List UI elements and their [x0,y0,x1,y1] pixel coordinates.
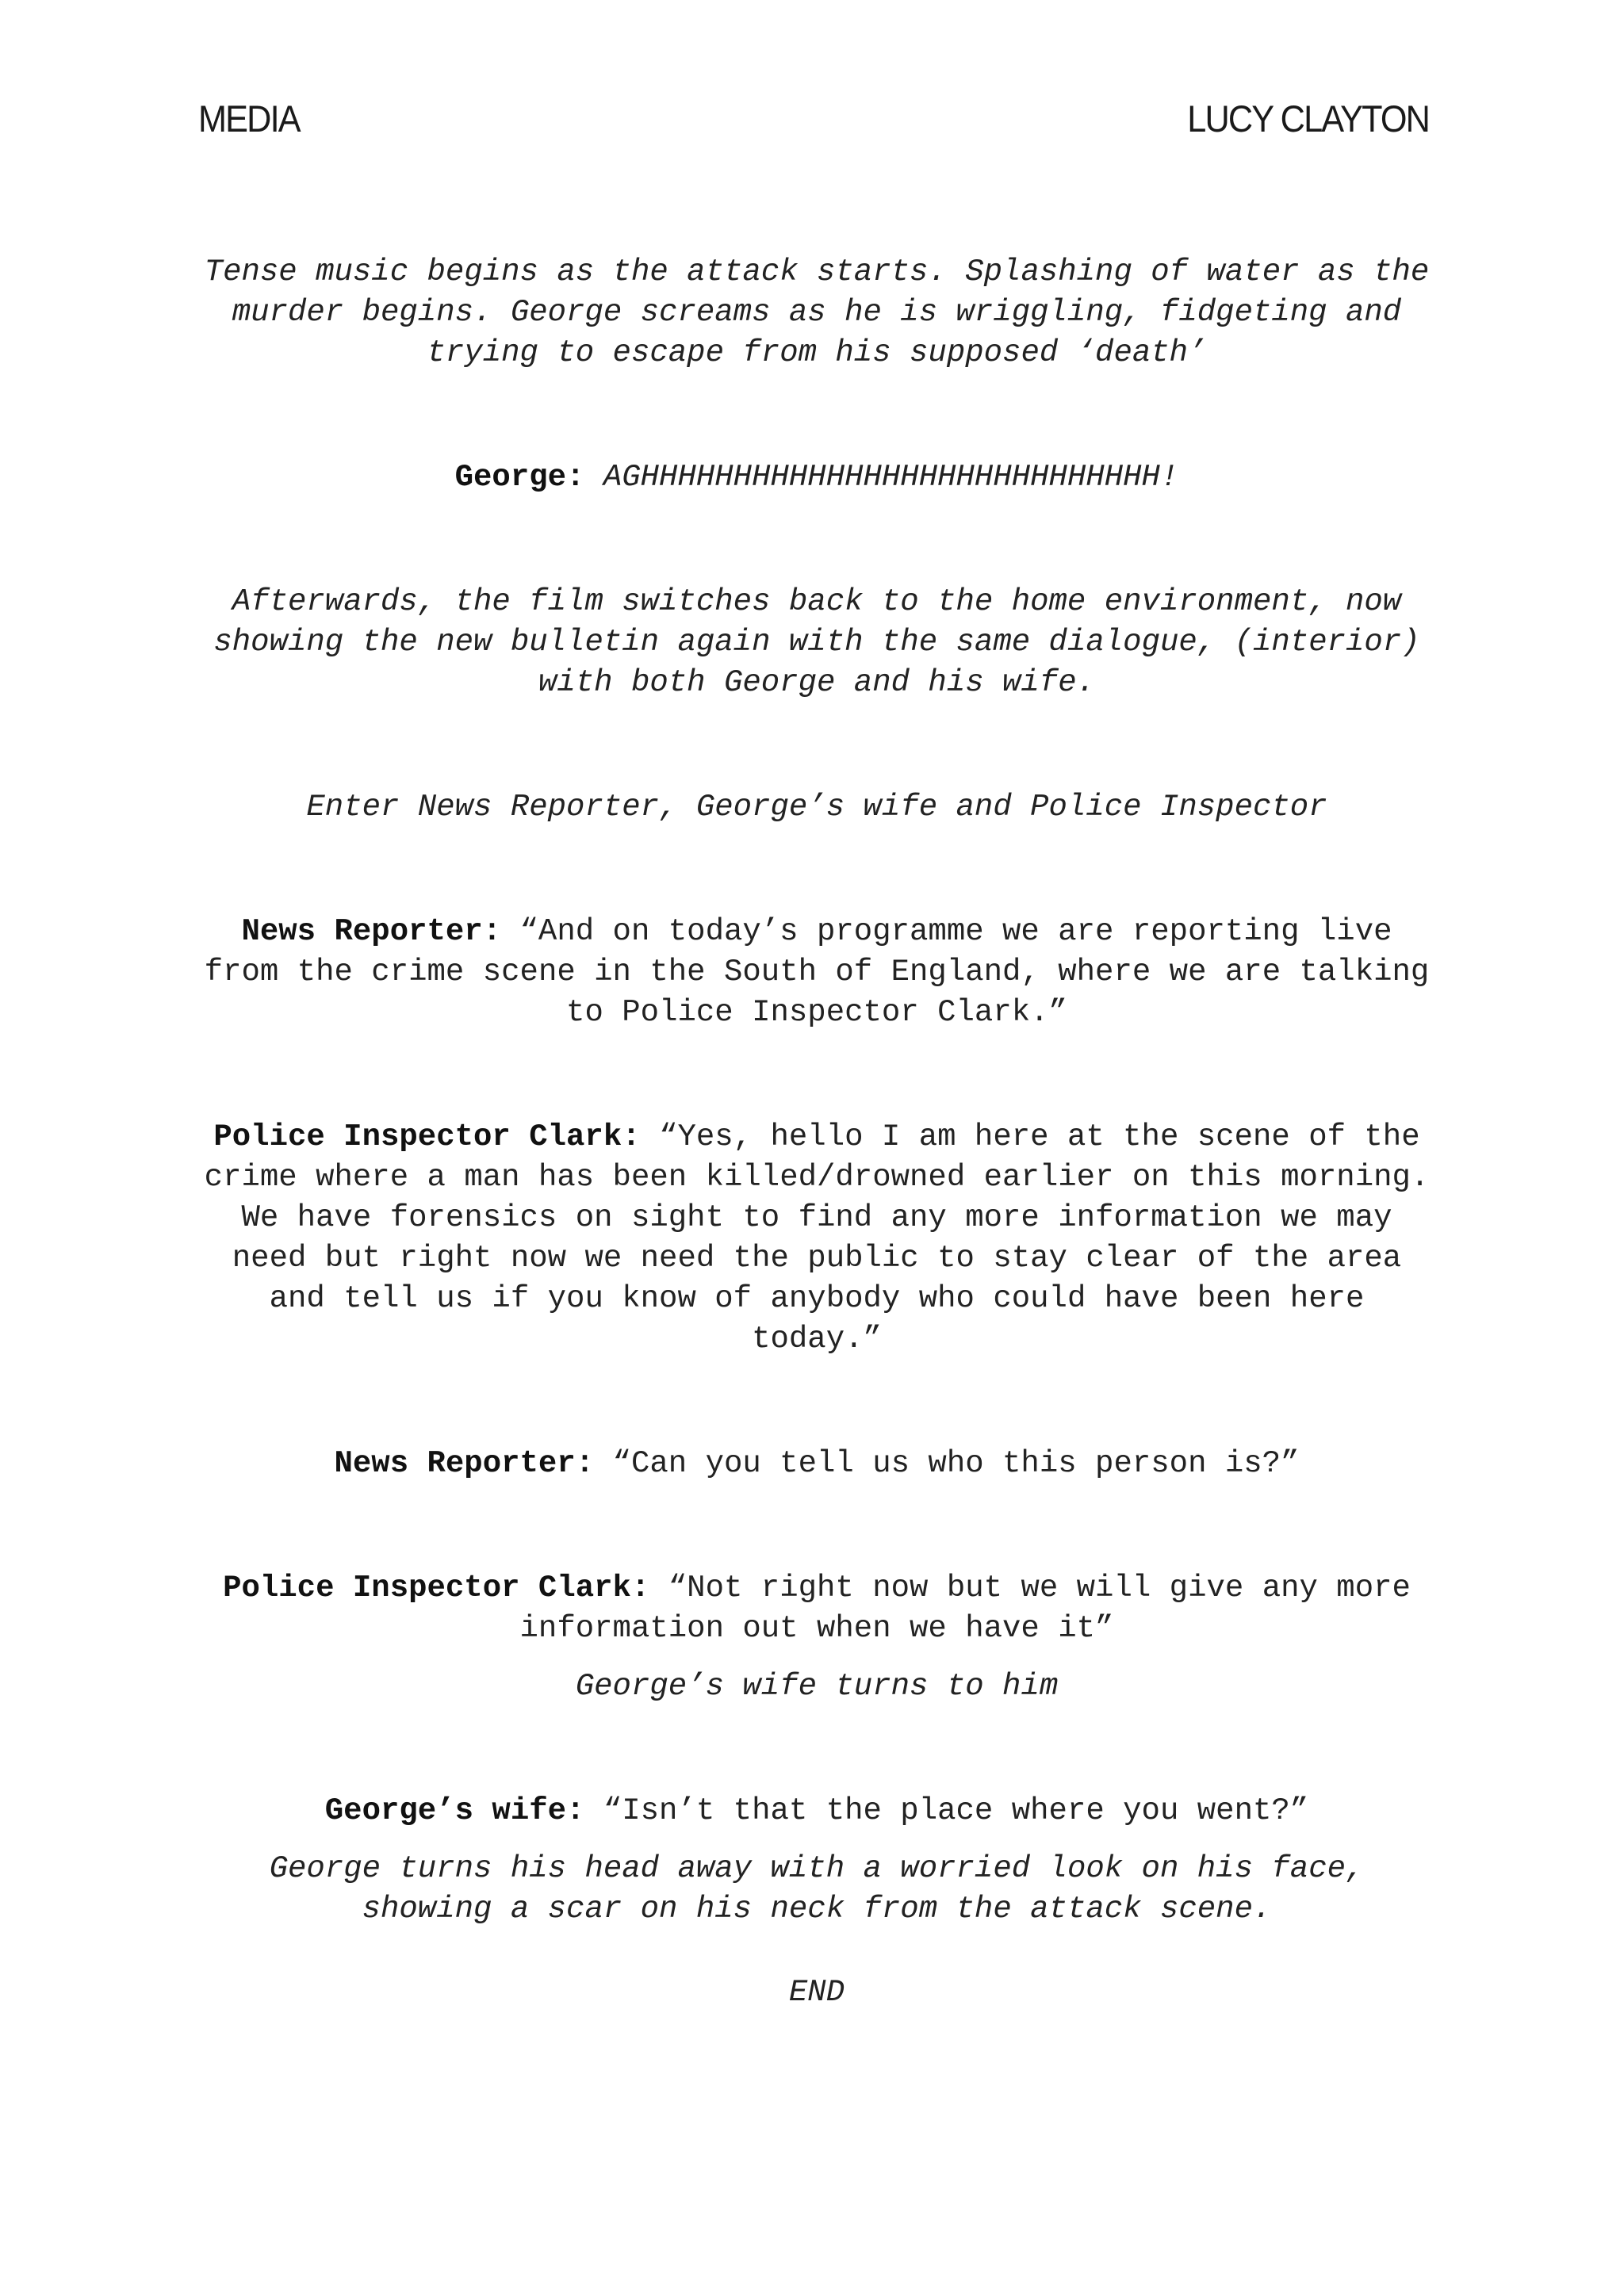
stage-direction: George turns his head away with a worried look on his face, showing a scar on his neck from the attack scene. [269,1851,1365,1927]
dialogue-line [198,912,1435,1033]
speaker-name: George’s wife: [324,1793,585,1828]
dialogue-line [198,457,1435,498]
dialogue-line [198,1117,1435,1360]
stage-direction: George’s wife turns to him [575,1669,1059,1704]
stage-direction: Enter News Reporter, George’s wife and Police Inspector [306,790,1327,825]
header-author: LUCY CLAYTON [1187,98,1430,140]
dialogue-text: “Isn’t that the place where you went?” [603,1793,1309,1828]
speaker-name: Police Inspector Clark: [213,1119,641,1154]
dialogue-line [198,1444,1435,1484]
end-marker: END [788,1975,845,2010]
dialogue-text: “And on today’s programme we are reporting live from the crime scene in the South of England, where we are talking to Police Inspector Clark.” [204,914,1430,1030]
speaker-name: News Reporter: [334,1446,595,1481]
speaker-name: News Reporter: [241,914,502,949]
header-subject: MEDIA [198,98,300,140]
stage-direction: Tense music begins as the attack starts. Splashing of water as the murder begins. George screams as he is wriggling, fidgeting and trying to escape from his supposed ‘death’ [204,254,1430,370]
speaker-name: Police Inspector Clark: [223,1571,650,1605]
dialogue-line [198,1568,1435,1649]
speaker-name: George: [454,460,585,495]
stage-direction: Afterwards, the film switches back to the home environment, now showing the new bulletin again with the same dialogue, (interior) with both George and his wife. [213,584,1420,700]
dialogue-text: AGHHHHHHHHHHHHHHHHHHHHHHHHHHHH! [603,460,1179,495]
dialogue-text: “Yes, hello I am here at the scene of the crime where a man has been killed/drowned earlier on this morning. We have forensics on sight to find any more information we may need but right now we need the public to stay clear of the area and tell us if you know of anybody who could have been here today.” [204,1119,1430,1357]
page-header [198,97,1429,144]
script-body [198,252,1435,2013]
dialogue-line [198,1791,1435,1831]
dialogue-text: “Can you tell us who this person is?” [612,1446,1300,1481]
dialogue-text: “Not right now but we will give any more information out when we have it” [519,1571,1411,1646]
